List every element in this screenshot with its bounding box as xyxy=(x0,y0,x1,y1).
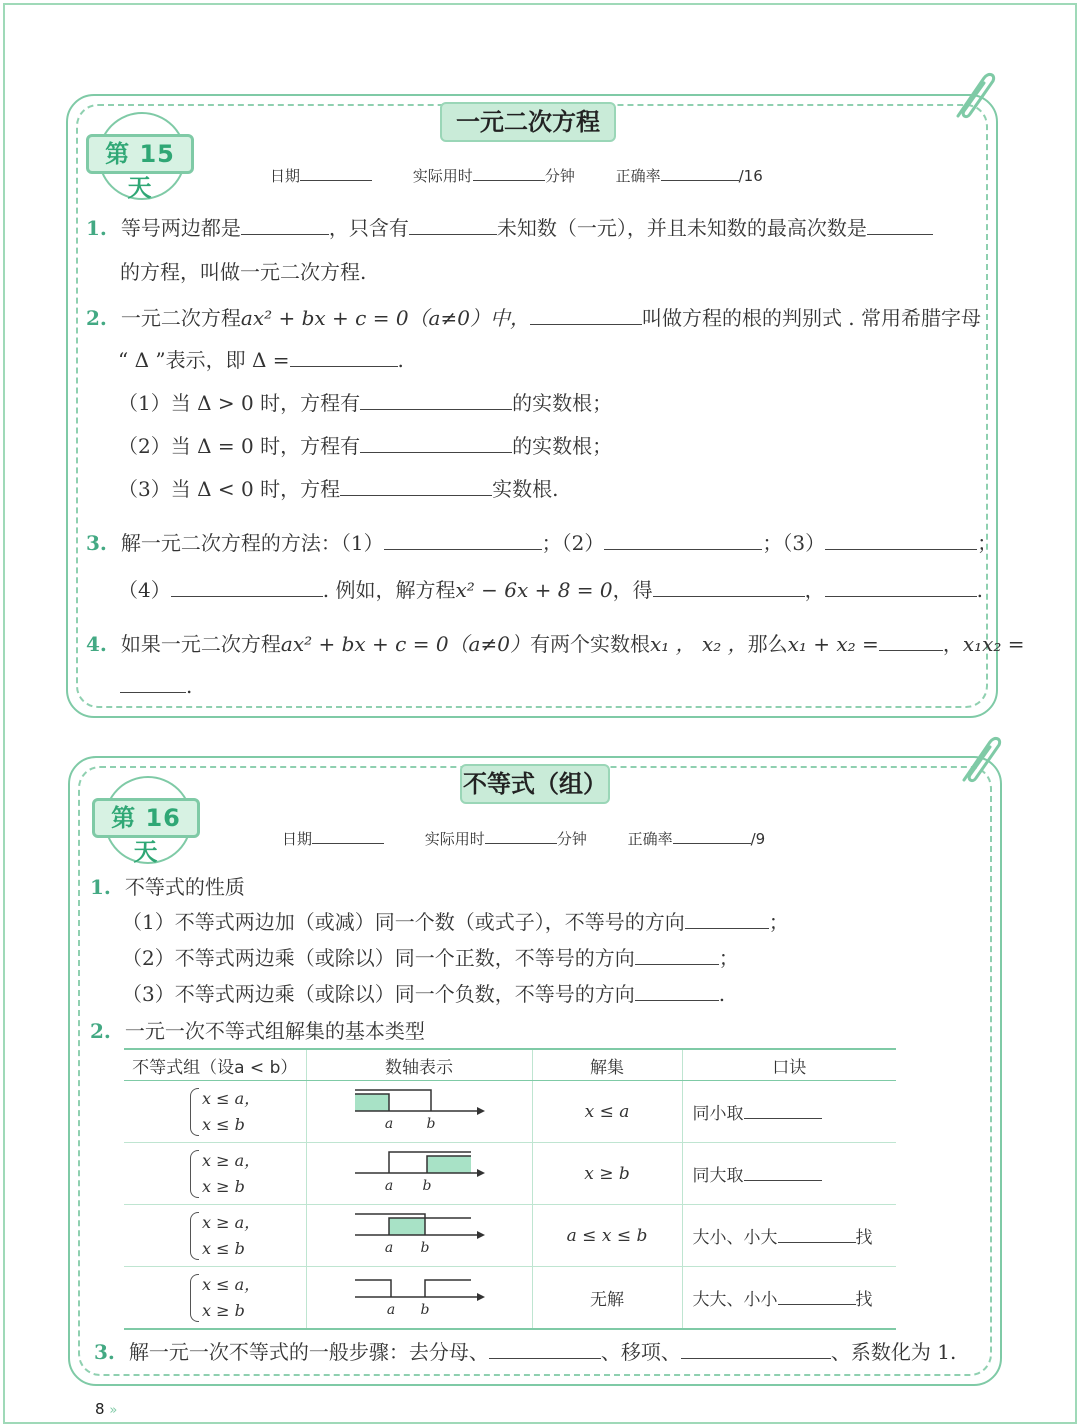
table-row: x ≤ a， x ≤ b a b x ≤ a 同小取 xyxy=(124,1081,896,1143)
blank[interactable] xyxy=(340,475,492,496)
blank[interactable] xyxy=(778,1225,856,1243)
number-line-diagram xyxy=(349,1272,489,1318)
blank[interactable] xyxy=(409,214,497,235)
section-15-title: 一元二次方程 xyxy=(440,102,616,142)
blank[interactable] xyxy=(867,214,933,235)
section-16-meta: 日期 实际用时 分钟 正确率 /9 xyxy=(282,830,766,848)
day-15-badge: 第 15 天 xyxy=(86,112,194,198)
accuracy-blank[interactable] xyxy=(661,165,739,181)
table-row: x ≤ a， x ≥ b a b 无解 大大、小小 找 xyxy=(124,1267,896,1330)
s15-q2-line2: “ Δ ”表示，即 Δ = . xyxy=(118,348,404,372)
blank[interactable] xyxy=(778,1287,856,1305)
paperclip-icon xyxy=(946,728,1006,790)
s15-q4-line2: . xyxy=(120,672,192,698)
inequality-system: x ≥ a， x ≥ b xyxy=(188,1148,260,1200)
blank[interactable] xyxy=(744,1101,822,1119)
col-header: 口诀 xyxy=(682,1049,896,1081)
svg-text:a: a xyxy=(384,1240,394,1256)
svg-text:b: b xyxy=(420,1240,430,1256)
section-16-title: 不等式（组） xyxy=(460,764,610,804)
blank[interactable] xyxy=(681,1338,831,1359)
s16-q1-prop2: （2）不等式两边乘（或除以）同一个正数，不等号的方向 ； xyxy=(122,946,739,970)
blank[interactable] xyxy=(120,672,186,693)
blank[interactable] xyxy=(635,944,719,965)
s15-q4-line1: 4. 如果一元二次方程ax² + bx + c = 0（a≠0）有两个实数根x₁ ， x₂ ，那么x₁ + x₂ = ，x₁x₂ = xyxy=(86,632,1025,656)
date-blank[interactable] xyxy=(312,828,384,844)
inequality-system: x ≥ a， x ≤ b xyxy=(188,1210,260,1262)
svg-text:b: b xyxy=(420,1302,430,1318)
blank[interactable] xyxy=(685,908,769,929)
s15-q3-line2: （4） . 例如，解方程x² − 6x + 8 = 0，得 ， . xyxy=(118,578,983,602)
s16-q3-line: 3. 解一元一次不等式的一般步骤：去分母、 、移项、 、系数化为 1. xyxy=(94,1340,957,1364)
blank[interactable] xyxy=(290,346,398,367)
inequality-system-table xyxy=(124,1048,896,1330)
s16-q1-prop3: （3）不等式两边乘（或除以）同一个负数，不等号的方向 . xyxy=(122,982,726,1006)
svg-text:a: a xyxy=(384,1178,394,1194)
col-header: 解集 xyxy=(532,1049,682,1081)
number-line-diagram xyxy=(349,1148,489,1194)
date-blank[interactable] xyxy=(300,165,372,181)
blank[interactable] xyxy=(384,529,542,550)
day-16-badge: 第 16 天 xyxy=(92,776,200,862)
time-blank[interactable] xyxy=(485,828,557,844)
table-row: x ≥ a， x ≥ b a b x ≥ b 同大取 xyxy=(124,1143,896,1205)
s15-q3-line1: 3. 解一元二次方程的方法：（1） ；（2） ；（3） ； xyxy=(86,531,998,555)
blank[interactable] xyxy=(825,529,977,550)
inequality-system: x ≤ a， x ≥ b xyxy=(188,1272,260,1324)
blank[interactable] xyxy=(360,389,512,410)
blank[interactable] xyxy=(360,432,512,453)
page-number: 8 » xyxy=(95,1400,118,1418)
number-line-diagram xyxy=(349,1086,489,1132)
blank[interactable] xyxy=(241,214,329,235)
time-blank[interactable] xyxy=(473,165,545,181)
s16-q1-prop1: （1）不等式两边加（或减）同一个数（或式子），不等号的方向 ； xyxy=(122,910,789,934)
blank[interactable] xyxy=(604,529,762,550)
table-row: x ≥ a， x ≤ b a b a ≤ x ≤ b 大小、小大 找 xyxy=(124,1205,896,1267)
svg-text:b: b xyxy=(426,1116,436,1132)
accuracy-blank[interactable] xyxy=(673,828,751,844)
blank[interactable] xyxy=(825,576,977,597)
blank[interactable] xyxy=(171,576,323,597)
svg-text:b: b xyxy=(422,1178,432,1194)
svg-text:a: a xyxy=(386,1302,396,1318)
blank[interactable] xyxy=(879,630,943,651)
col-header: 数轴表示 xyxy=(306,1049,532,1081)
col-header: 不等式组（设a < b） xyxy=(124,1049,306,1081)
s15-q2-case3: （3）当 Δ < 0 时，方程 实数根. xyxy=(118,477,559,501)
double-chevron-right-icon: » xyxy=(109,1403,118,1418)
s15-q1-line1: 1. 等号两边都是 ，只含有 未知数（一元），并且未知数的最高次数是 xyxy=(86,212,933,241)
blank[interactable] xyxy=(530,304,642,325)
s15-q2-line1: 2. 一元二次方程ax² + bx + c = 0（a≠0）中， 叫做方程的根的判别式 . 常用希腊字母 xyxy=(86,306,982,330)
inequality-system: x ≤ a， x ≤ b xyxy=(188,1086,260,1138)
s15-q1-line2: 的方程，叫做一元二次方程. xyxy=(120,260,367,284)
s15-q2-case1: （1）当 Δ > 0 时，方程有 的实数根； xyxy=(118,391,613,415)
blank[interactable] xyxy=(489,1338,601,1359)
blank[interactable] xyxy=(635,980,719,1001)
paperclip-icon xyxy=(940,64,1000,126)
blank[interactable] xyxy=(744,1163,822,1181)
s15-q2-case2: （2）当 Δ = 0 时，方程有 的实数根； xyxy=(118,434,613,458)
section-15-meta: 日期 实际用时 分钟 正确率 /16 xyxy=(270,167,763,185)
table-header xyxy=(124,1049,896,1081)
number-line-diagram xyxy=(349,1210,489,1256)
s16-q2-heading: 2. 一元一次不等式组解集的基本类型 xyxy=(90,1019,425,1043)
svg-text:a: a xyxy=(384,1116,394,1132)
s16-q1-heading: 1. 不等式的性质 xyxy=(90,875,245,899)
blank[interactable] xyxy=(653,576,805,597)
